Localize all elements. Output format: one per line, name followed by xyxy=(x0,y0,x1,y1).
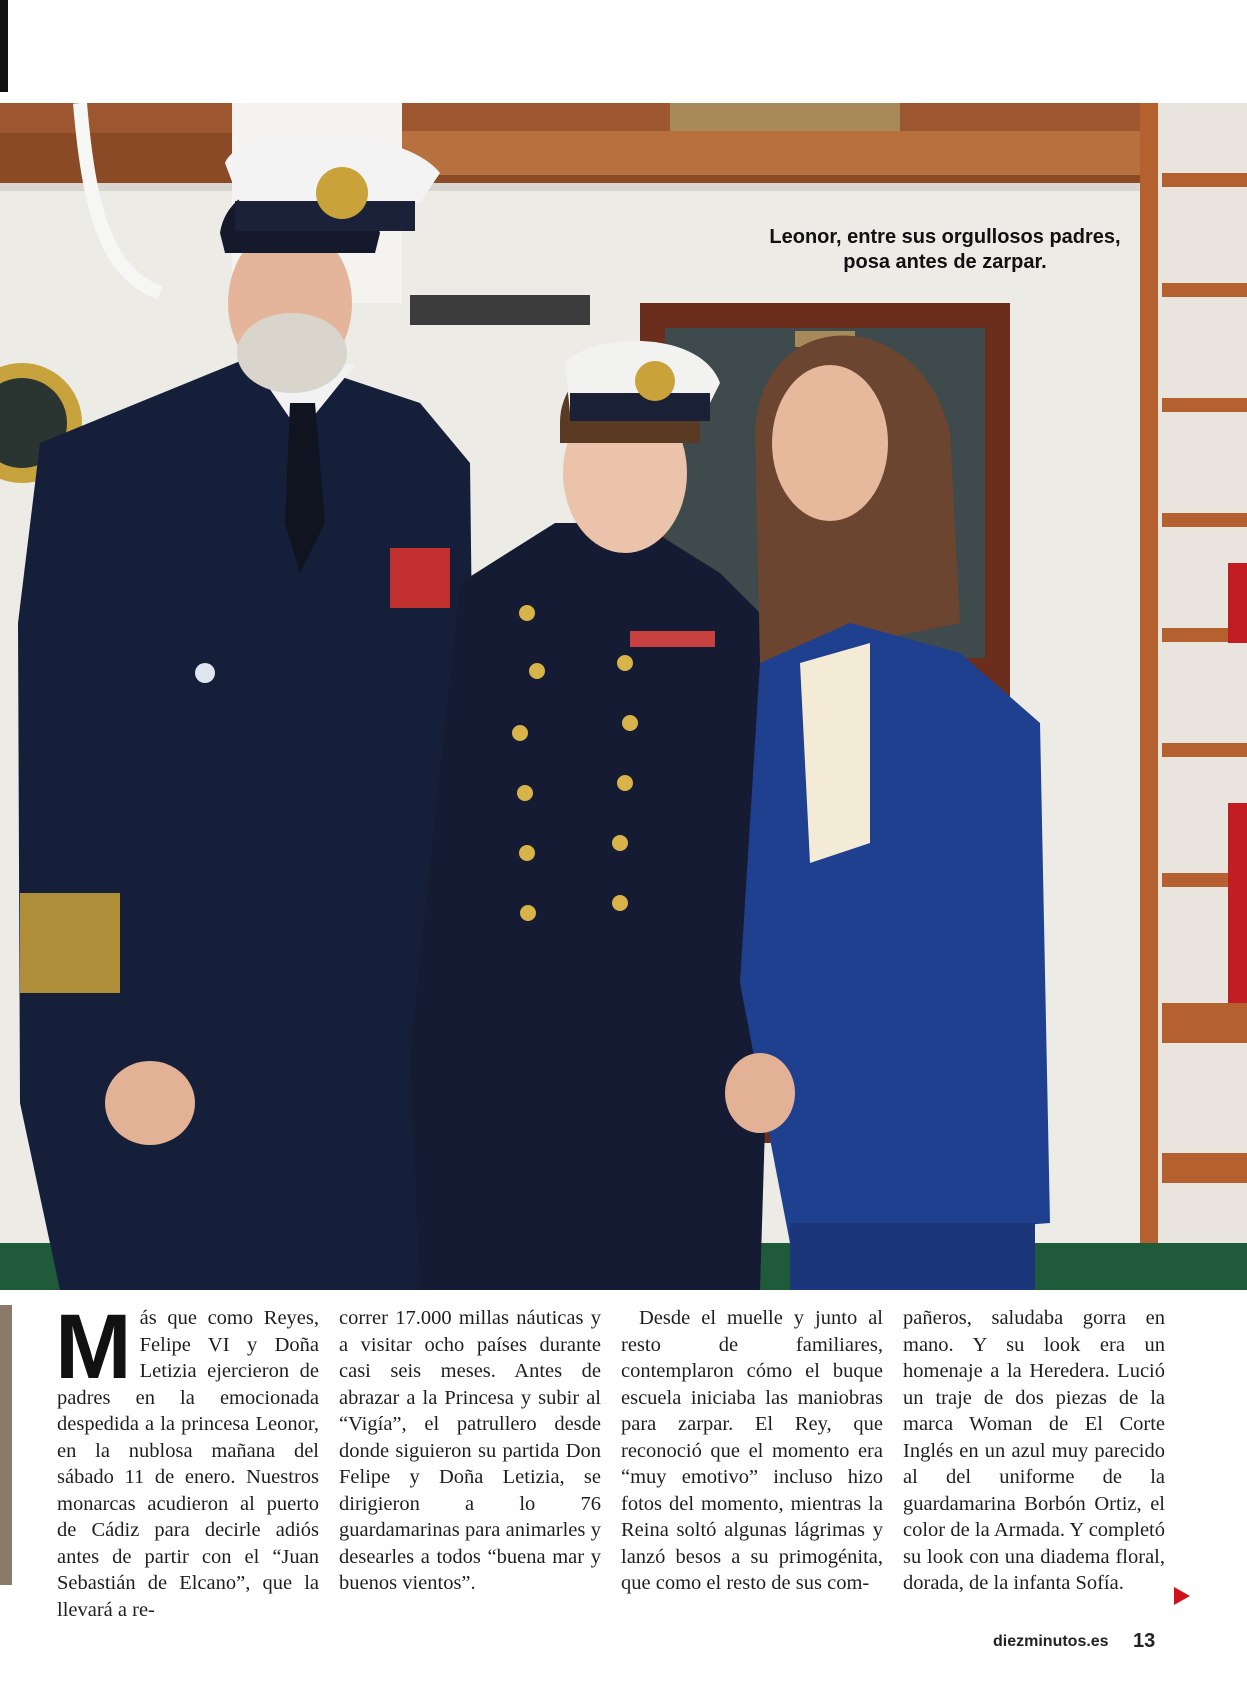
left-page-strip xyxy=(0,1305,12,1585)
continue-arrow-icon xyxy=(1174,1587,1190,1605)
page-number: 13 xyxy=(1133,1630,1156,1652)
caption-line-1: Leonor, entre sus orgullosos padres, xyxy=(769,226,1121,248)
article-column-3 xyxy=(621,1305,883,1597)
column-1-text: ás que como Reyes, Felipe VI y Doña Letizia ejercieron de padres en la emocionada despedida a la princesa Leonor, en la nublosa mañana del sábado 11 de enero. Nuestros monarcas acudieron al puerto de Cádiz para decirle adiós antes de partir con el “Juan Sebastián de Elcano”, que la llevará a re- xyxy=(57,1307,319,1621)
drop-cap: M xyxy=(55,1296,132,1398)
column-3-text: Desde el muelle y junto al resto de familiares, contemplaron cómo el buque escuela iniciaba las maniobras para zarpar. El Rey, que reconoció que el momento era “muy emotivo” incluso hizo fotos del momento, mientras la Reina soltó algunas lágrimas y lanzó besos a su primogénita, que como el resto de sus com- xyxy=(621,1307,883,1594)
footer-website: diezminutos.es xyxy=(993,1633,1109,1650)
family-photo xyxy=(0,103,1247,1290)
article-column-2 xyxy=(339,1305,601,1597)
photo-caption xyxy=(700,225,1190,275)
page-edge-mark xyxy=(0,0,8,92)
article-column-4 xyxy=(903,1305,1165,1597)
article-column-1 xyxy=(55,1296,319,1623)
caption-line-2: posa antes de zarpar. xyxy=(843,251,1047,273)
column-2-text: correr 17.000 millas náuticas y a visitar ocho países durante casi seis meses. Antes de abrazar a la Princesa y subir al “Vigía”, el patrullero desde donde siguieron su partida Don Felipe y Doña Letizia, se dirigieron a lo 76 guardamarinas para animarles y desearles a todos “buena mar y buenos vientos”. xyxy=(339,1307,601,1594)
column-4-text: pañeros, saludaba gorra en mano. Y su look era un homenaje a la Heredera. Lució un traje de dos piezas de la marca Woman de El Corte Inglés en un azul muy parecido al del uniforme de la guardamarina Borbón Ortiz, el color de la Armada. Y completó su look con una diadema floral, dorada, de la infanta Sofía. xyxy=(903,1307,1165,1594)
